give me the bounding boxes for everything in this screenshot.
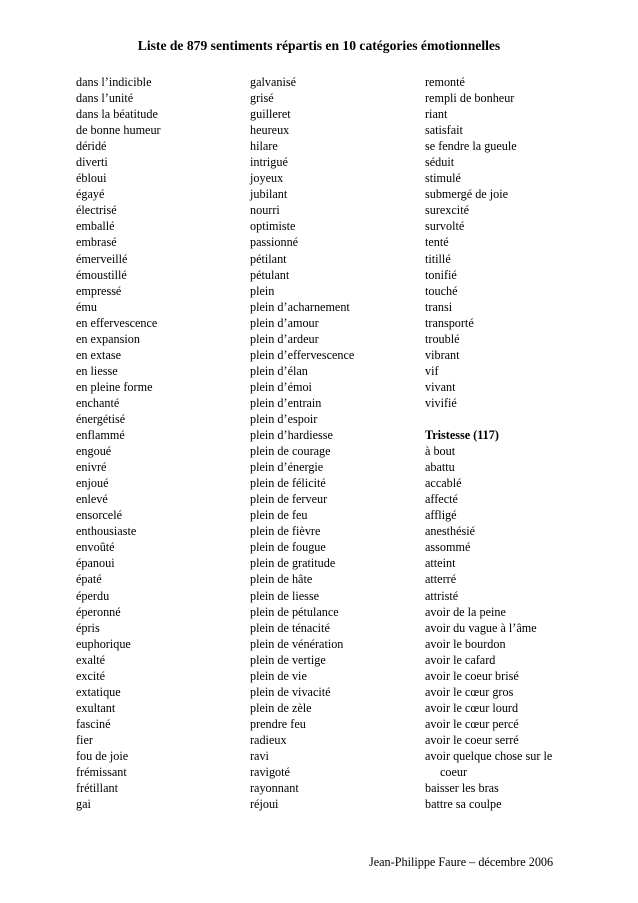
word-item: abattu bbox=[425, 460, 455, 475]
word-item: hilare bbox=[250, 139, 278, 154]
word-item: de bonne humeur bbox=[76, 123, 161, 138]
word-item: émerveillé bbox=[76, 251, 128, 266]
word-item: grisé bbox=[250, 91, 274, 106]
word-item: jubilant bbox=[250, 187, 288, 202]
word-item: attristé bbox=[425, 588, 459, 603]
word-item: survolté bbox=[425, 219, 465, 234]
word-item: avoir le bourdon bbox=[425, 636, 506, 651]
word-item: plein de ferveur bbox=[250, 492, 328, 507]
word-item: ébloui bbox=[76, 171, 107, 186]
word-item: empressé bbox=[76, 283, 122, 298]
word-item: plein d’énergie bbox=[250, 460, 324, 475]
word-item: enflammé bbox=[76, 428, 125, 443]
author-footer: Jean-Philippe Faure – décembre 2006 bbox=[369, 855, 554, 869]
word-item: exalté bbox=[76, 652, 106, 667]
word-item: titillé bbox=[425, 251, 451, 266]
word-item: éperdu bbox=[76, 588, 110, 603]
word-item: vibrant bbox=[425, 347, 460, 362]
word-item: tonifié bbox=[425, 267, 457, 282]
category-heading: Tristesse (117) bbox=[425, 428, 499, 443]
word-item: fier bbox=[76, 732, 93, 747]
word-item: plein de zèle bbox=[250, 700, 312, 715]
word-item: passionné bbox=[250, 235, 299, 250]
word-item: anesthésié bbox=[425, 524, 476, 539]
word-item: plein d’ardeur bbox=[250, 331, 319, 346]
word-item: satisfait bbox=[425, 123, 463, 138]
word-item: extatique bbox=[76, 684, 121, 699]
word-item: enivré bbox=[76, 460, 107, 475]
word-item: rayonnant bbox=[250, 781, 299, 796]
word-item: plein de vertige bbox=[250, 652, 326, 667]
word-item: accablé bbox=[425, 476, 462, 491]
word-item: stimulé bbox=[425, 171, 461, 186]
word-item: avoir le cœur gros bbox=[425, 684, 514, 699]
word-item: égayé bbox=[76, 187, 105, 202]
word-item: émoustillé bbox=[76, 267, 127, 282]
word-item: ensorcelé bbox=[76, 508, 123, 523]
word-item: euphorique bbox=[76, 636, 131, 651]
word-item: heureux bbox=[250, 123, 290, 138]
word-item: plein bbox=[250, 283, 275, 298]
word-item: plein de fougue bbox=[250, 540, 326, 555]
word-item: transporté bbox=[425, 315, 474, 330]
word-item: se fendre la gueule bbox=[425, 139, 517, 154]
word-item: pétilant bbox=[250, 251, 287, 266]
word-item: avoir quelque chose sur le bbox=[425, 748, 553, 763]
word-item: riant bbox=[425, 107, 448, 122]
word-item: épanoui bbox=[76, 556, 115, 571]
word-item: avoir le cafard bbox=[425, 652, 496, 667]
word-item: affligé bbox=[425, 508, 457, 523]
word-item: plein de pétulance bbox=[250, 604, 339, 619]
word-item: tenté bbox=[425, 235, 449, 250]
word-item: plein de vénération bbox=[250, 636, 344, 651]
word-item: ravigoté bbox=[250, 765, 290, 780]
word-item: frétillant bbox=[76, 781, 118, 796]
word-item: engoué bbox=[76, 444, 112, 459]
word-item: enjoué bbox=[76, 476, 109, 491]
word-item: plein d’acharnement bbox=[250, 299, 350, 314]
word-column-2 bbox=[250, 74, 354, 812]
word-item: en effervescence bbox=[76, 315, 158, 330]
word-item: plein de félicité bbox=[250, 476, 326, 491]
word-item: baisser les bras bbox=[425, 781, 499, 796]
word-item: transi bbox=[425, 299, 453, 314]
word-item: battre sa coulpe bbox=[425, 797, 502, 812]
word-item: joyeux bbox=[250, 171, 284, 186]
word-item: plein d’émoi bbox=[250, 379, 312, 394]
word-item: avoir de la peine bbox=[425, 604, 506, 619]
word-item: rempli de bonheur bbox=[425, 91, 515, 106]
word-item: épaté bbox=[76, 572, 102, 587]
word-item: optimiste bbox=[250, 219, 296, 234]
word-item: envoûté bbox=[76, 540, 115, 555]
word-item: plein de ténacité bbox=[250, 620, 330, 635]
word-item: radieux bbox=[250, 732, 287, 747]
word-item: à bout bbox=[425, 444, 456, 459]
word-item: plein de courage bbox=[250, 444, 331, 459]
word-item: intrigué bbox=[250, 155, 288, 170]
word-item: pétulant bbox=[250, 267, 290, 282]
word-item: fou de joie bbox=[76, 748, 129, 763]
word-column-1 bbox=[76, 74, 161, 812]
word-item bbox=[425, 411, 552, 427]
word-item: surexcité bbox=[425, 203, 469, 218]
word-item: ravi bbox=[250, 748, 269, 763]
word-item: plein d’entrain bbox=[250, 395, 322, 410]
word-item: plein d’élan bbox=[250, 363, 308, 378]
word-item: enchanté bbox=[76, 395, 120, 410]
word-item: fasciné bbox=[76, 716, 111, 731]
word-item: réjoui bbox=[250, 797, 279, 812]
word-item: vif bbox=[425, 363, 439, 378]
word-item: frémissant bbox=[76, 765, 127, 780]
word-item: en pleine forme bbox=[76, 379, 153, 394]
word-item: éperonné bbox=[76, 604, 121, 619]
word-item: vivifié bbox=[425, 395, 457, 410]
word-item: coeur bbox=[440, 765, 468, 780]
word-item: plein de vie bbox=[250, 668, 307, 683]
word-item: embrasé bbox=[76, 235, 117, 250]
word-item: nourri bbox=[250, 203, 280, 218]
word-item: vivant bbox=[425, 379, 456, 394]
word-item: dans la béatitude bbox=[76, 107, 158, 122]
word-item: touché bbox=[425, 283, 458, 298]
word-item: dans l’unité bbox=[76, 91, 134, 106]
word-item: ému bbox=[76, 299, 97, 314]
word-item: affecté bbox=[425, 492, 458, 507]
word-item: emballé bbox=[76, 219, 115, 234]
word-item: submergé de joie bbox=[425, 187, 509, 202]
word-item: exultant bbox=[76, 700, 116, 715]
word-item: plein de gratitude bbox=[250, 556, 336, 571]
word-item: excité bbox=[76, 668, 106, 683]
word-item: atteint bbox=[425, 556, 456, 571]
word-item: en extase bbox=[76, 347, 122, 362]
word-item: plein d’effervescence bbox=[250, 347, 355, 362]
word-item: dans l’indicible bbox=[76, 75, 152, 89]
word-item: avoir le cœur lourd bbox=[425, 700, 519, 715]
word-item: avoir le coeur serré bbox=[425, 732, 519, 747]
word-item: galvanisé bbox=[250, 75, 297, 89]
document-title: Liste de 879 sentiments répartis en 10 catégories émotionnelles bbox=[137, 38, 501, 53]
word-item: enlevé bbox=[76, 492, 108, 507]
word-item: plein d’amour bbox=[250, 315, 319, 330]
word-item: gai bbox=[76, 797, 91, 812]
word-item: guilleret bbox=[250, 107, 291, 122]
word-item: prendre feu bbox=[250, 716, 306, 731]
word-item: plein d’hardiesse bbox=[250, 428, 333, 443]
word-item: plein de feu bbox=[250, 508, 308, 523]
word-item: atterré bbox=[425, 572, 457, 587]
word-item: plein de liesse bbox=[250, 588, 320, 603]
word-item: diverti bbox=[76, 155, 108, 170]
word-item: plein d’espoir bbox=[250, 411, 318, 426]
word-item: en liesse bbox=[76, 363, 118, 378]
word-column-3 bbox=[425, 74, 552, 812]
word-item: avoir le coeur brisé bbox=[425, 668, 519, 683]
word-item: déridé bbox=[76, 139, 107, 154]
word-item: plein de hâte bbox=[250, 572, 313, 587]
word-item: remonté bbox=[425, 75, 465, 89]
word-item: troublé bbox=[425, 331, 460, 346]
word-item: avoir du vague à l’âme bbox=[425, 620, 537, 635]
word-item: épris bbox=[76, 620, 100, 635]
word-item: plein de vivacité bbox=[250, 684, 331, 699]
word-item: électrisé bbox=[76, 203, 117, 218]
word-item: séduit bbox=[425, 155, 455, 170]
word-item: enthousiaste bbox=[76, 524, 137, 539]
word-item: énergétisé bbox=[76, 411, 126, 426]
word-item: plein de fièvre bbox=[250, 524, 321, 539]
word-item: assommé bbox=[425, 540, 471, 555]
word-item: avoir le cœur percé bbox=[425, 716, 519, 731]
word-item: en expansion bbox=[76, 331, 140, 346]
